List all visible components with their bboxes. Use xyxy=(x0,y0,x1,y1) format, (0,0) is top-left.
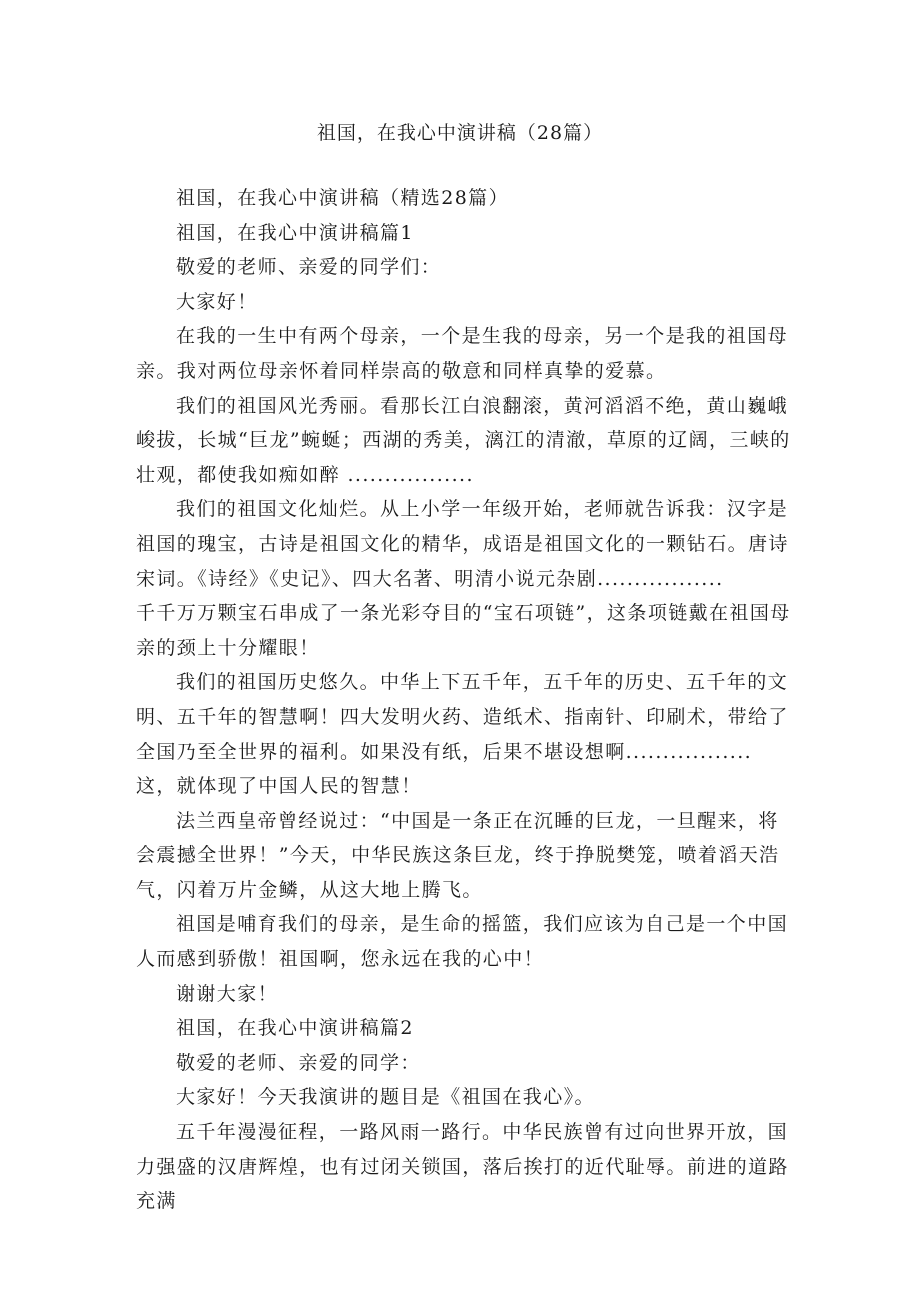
paragraph-body: 五千年漫漫征程，一路风雨一路行。中华民族曾有过向世界开放，国力强盛的汉唐辉煌，也有过闭关锁国，落后挨打的近代耻辱。前进的道路充满 xyxy=(136,1121,789,1213)
paragraph-closing-1: 谢谢大家！ xyxy=(176,982,279,1005)
document-title: 祖国，在我心中演讲稿（28篇） xyxy=(316,122,604,144)
paragraph-body: 祖国是哺育我们的母亲，是生命的摇篮，我们应该为自己是一个中国人而感到骄傲！祖国啊，您永远在我的心中！ xyxy=(136,913,789,971)
paragraph-body: 我们的祖国风光秀丽。看那长江白浪翻滚，黄河滔滔不绝，黄山巍峨峻拔，长城“巨龙”蜿蜒；西湖的秀美，漓江的清澈，草原的辽阔，三峡的壮观，都使我如痴如醉 ................. xyxy=(136,394,791,486)
paragraph-body: 在我的一生中有两个母亲，一个是生我的母亲，另一个是我的祖国母亲。我对两位母亲怀着同样崇高的敬意和同样真挚的爱慕。 xyxy=(136,325,789,382)
paragraph-subtitle: 祖国，在我心中演讲稿（精选28篇） xyxy=(176,187,509,209)
paragraph-greeting-1: 大家好！ xyxy=(176,290,258,313)
paragraph-body: 我们的祖国文化灿烂。从上小学一年级开始，老师就告诉我：汉字是祖国的瑰宝，古诗是祖国文化的精华，成语是祖国文化的一颗钻石。唐诗宋词。《诗经》《史记》、四大名著、明清小说元杂剧................. xyxy=(136,498,789,590)
paragraph-salutation-2: 敬爱的老师、亲爱的同学： xyxy=(176,1051,421,1074)
paragraph-body: 法兰西皇帝曾经说过：“中国是一条正在沉睡的巨龙，一旦醒来，将会震撼全世界！”今天，中华民族这条巨龙，终于挣脱樊笼，喷着滔天浩气，闪着万片金鳞，从这大地上腾飞。 xyxy=(136,809,780,901)
paragraph-body: 千千万万颗宝石串成了一条光彩夺目的“宝石项链”，这条项链戴在祖国母亲的颈上十分耀眼！ xyxy=(136,602,791,659)
paragraph-greeting-2: 大家好！今天我演讲的题目是《祖国在我心》。 xyxy=(176,1086,595,1109)
document-body xyxy=(136,181,796,1219)
paragraph-body: 我们的祖国历史悠久。中华上下五千年，五千年的历史、五千年的文明、五千年的智慧啊！四大发明火药、造纸术、指南针、印刷术，带给了全国乃至全世界的福利。如果没有纸，后果不堪设想啊................. xyxy=(136,671,789,763)
paragraph-section-heading-1: 祖国，在我心中演讲稿篇1 xyxy=(176,221,414,244)
paragraph-body: 这，就体现了中国人民的智慧！ xyxy=(136,775,422,798)
paragraph-salutation-1: 敬爱的老师、亲爱的同学们： xyxy=(176,256,442,279)
paragraph-section-heading-2: 祖国，在我心中演讲稿篇2 xyxy=(176,1017,414,1040)
